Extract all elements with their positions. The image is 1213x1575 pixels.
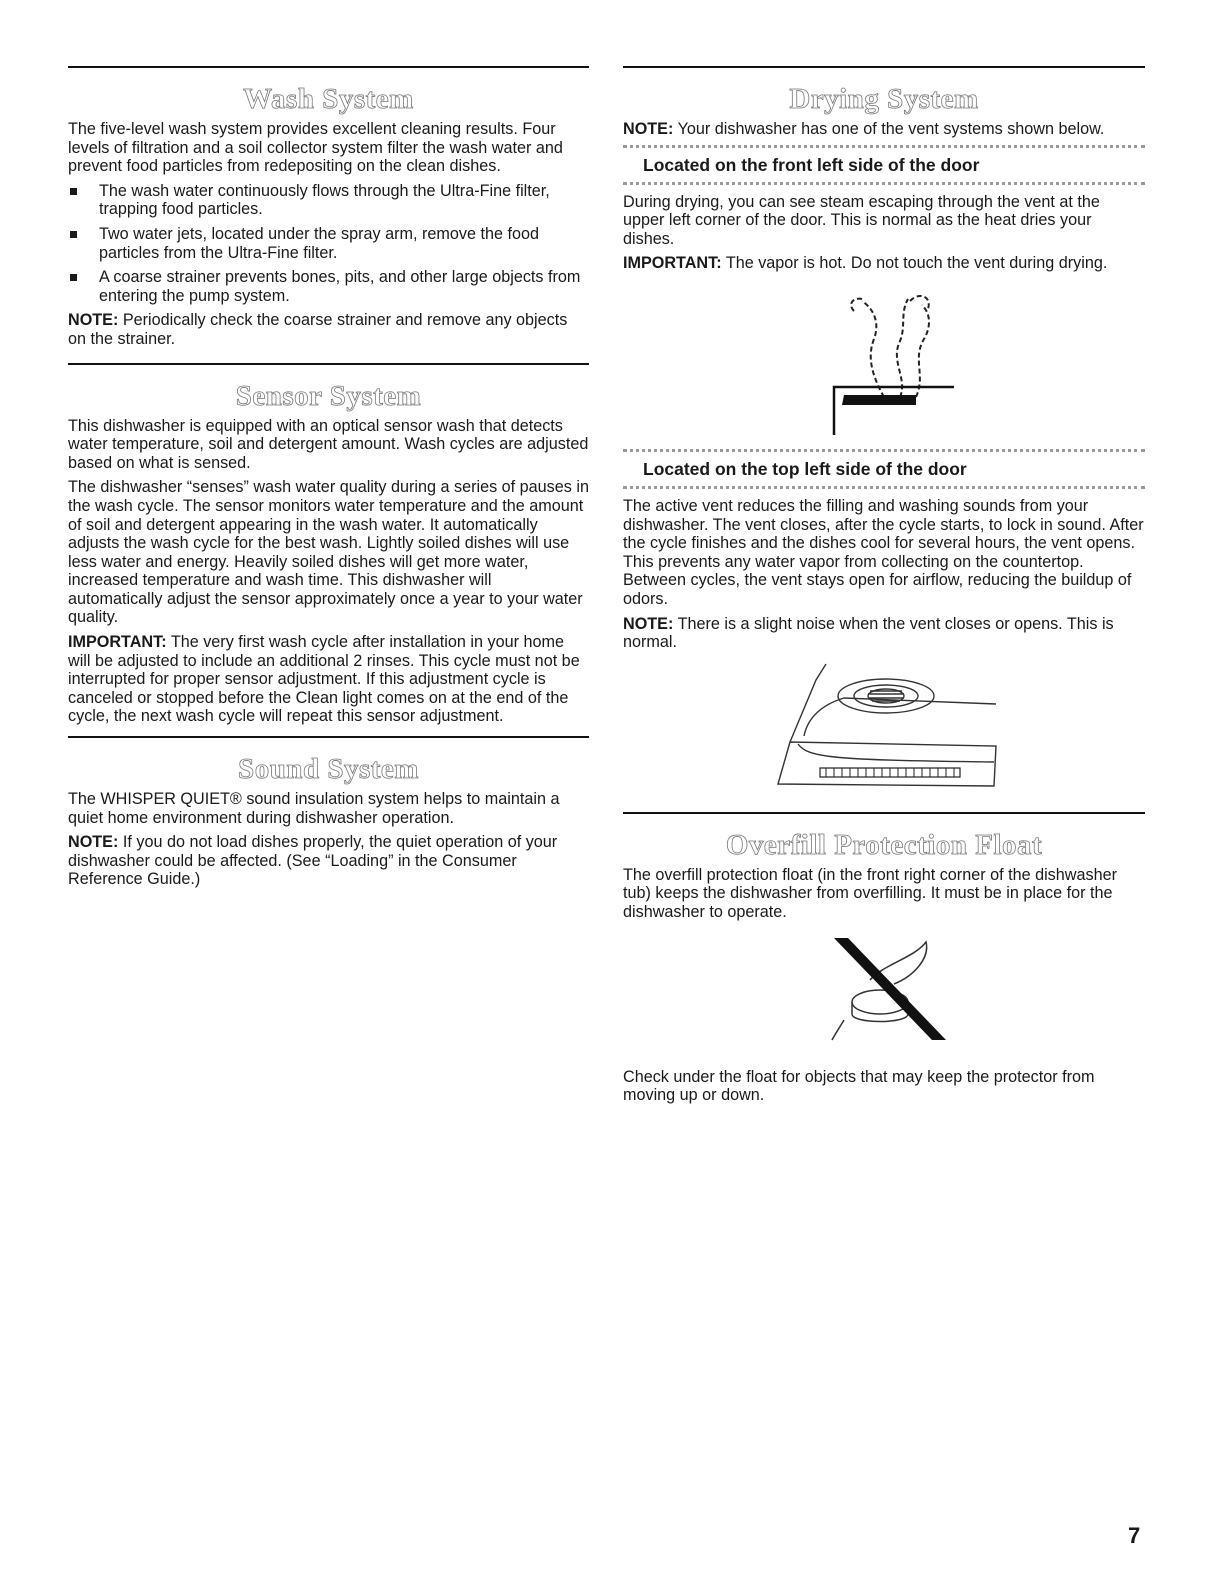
important-text: The very first wash cycle after installation in your home will be adjusted to include an additional 2 rinses. This cycle must not be interrupted for proper sensor adjustment. If this adjustment cycle is canceled or stopped before the Clean light comes on at the end of the cycle, the next wash cycle will repeat this sensor adjustment. (68, 633, 580, 726)
overfill-check-paragraph: Check under the float for objects that may keep the protector from moving up or down. (623, 1067, 1095, 1105)
important-label: IMPORTANT: (623, 254, 722, 273)
sound-paragraph: The WHISPER QUIET® sound insulation system helps to maintain a quiet home environment during dishwasher operation. (68, 790, 560, 827)
overfill-float-title: Overfill Protection Float (725, 828, 1043, 861)
left-column (68, 66, 589, 895)
sound-note (68, 833, 589, 889)
top-vent-illustration (764, 658, 1004, 798)
note-label: NOTE: (68, 311, 119, 330)
note-text: Your dishwasher has one of the vent systems shown below. (673, 120, 1105, 138)
sensor-important (68, 633, 589, 726)
page-number: 7 (1128, 1523, 1141, 1548)
overfill-paragraph: The overfill protection float (in the front right corner of the dishwasher tub) keeps the dishwasher from overfilling. It must be in place for the dishwasher to operate. (623, 865, 1117, 921)
wash-note (68, 311, 589, 348)
front-vent-important (623, 254, 1145, 273)
drying-note (623, 120, 1145, 139)
drying-system-title: Drying System (789, 83, 979, 115)
section-rule (68, 363, 589, 365)
section-rule (68, 66, 589, 68)
sensor-paragraph-1: This dishwasher is equipped with an optical sensor wash that detects water temperature, soil and detergent amount. Wash cycles are adjusted based on what is sensed. (68, 416, 589, 472)
note-label: NOTE: (68, 833, 119, 852)
wash-system-title: Wash System (243, 83, 414, 115)
steam-vent-illustration (804, 279, 964, 435)
important-text: The vapor is hot. Do not touch the vent during drying. (721, 254, 1108, 273)
note-label: NOTE: (623, 120, 674, 138)
note-text: There is a slight noise when the vent closes or opens. This is normal. (623, 614, 1114, 652)
wash-intro: The five-level wash system provides excellent cleaning results. Four levels of filtration and a soil collector system filter the wash water and prevent food particles from redepositing on the clean dishes. (68, 120, 563, 176)
note-text: If you do not load dishes properly, the quiet operation of your dishwasher could be affected. (See “Loading” in the Consumer Reference Guide.) (68, 833, 558, 889)
front-vent-heading: Located on the front left side of the door (623, 145, 1145, 185)
top-vent-heading: Located on the top left side of the door (623, 449, 1145, 489)
section-rule (623, 812, 1145, 814)
list-item: The wash water continuously flows through the Ultra-Fine filter, trapping food particles. (68, 182, 589, 219)
overfill-float-illustration (814, 936, 954, 1046)
section-rule (68, 736, 589, 738)
wash-bullet-list (68, 182, 589, 306)
sensor-system-title: Sensor System (235, 379, 422, 412)
important-label: IMPORTANT: (68, 633, 167, 652)
sound-system-title: Sound System (238, 753, 419, 786)
note-label: NOTE: (623, 614, 674, 633)
list-item: Two water jets, located under the spray arm, remove the food particles from the Ultra-Fine filter. (68, 225, 589, 262)
sensor-paragraph-2: The dishwasher “senses” wash water quality during a series of pauses in the wash cycle. The sensor monitors water temperature and the amount of soil and detergent appearing in the wash water. It automatically adjusts the wash cycle for the best wash. Lightly soiled dishes will use less water and energy. Heavily soiled dishes will get more water, increased temperature and wash time. This dishwasher will automatically adjust the sensor approximately once a year to your water quality. (68, 478, 589, 627)
list-item: A coarse strainer prevents bones, pits, and other large objects from entering the pump system. (68, 268, 589, 305)
note-text: Periodically check the coarse strainer and remove any objects on the strainer. (68, 311, 568, 348)
top-vent-paragraph: The active vent reduces the filling and washing sounds from your dishwasher. The vent closes, after the cycle starts, to lock in sound. After the cycle finishes and the dishes cool for several hours, the vent opens. This prevents any water vapor from collecting on the countertop. Between cycles, the vent stays open for airflow, reducing the buildup of odors. (623, 496, 1144, 608)
section-rule (623, 66, 1145, 68)
top-vent-note (623, 615, 1145, 652)
right-column (623, 66, 1145, 1111)
front-vent-paragraph: During drying, you can see steam escaping through the vent at the upper left corner of the door. This is normal as the heat dries your dishes. (623, 192, 1100, 248)
